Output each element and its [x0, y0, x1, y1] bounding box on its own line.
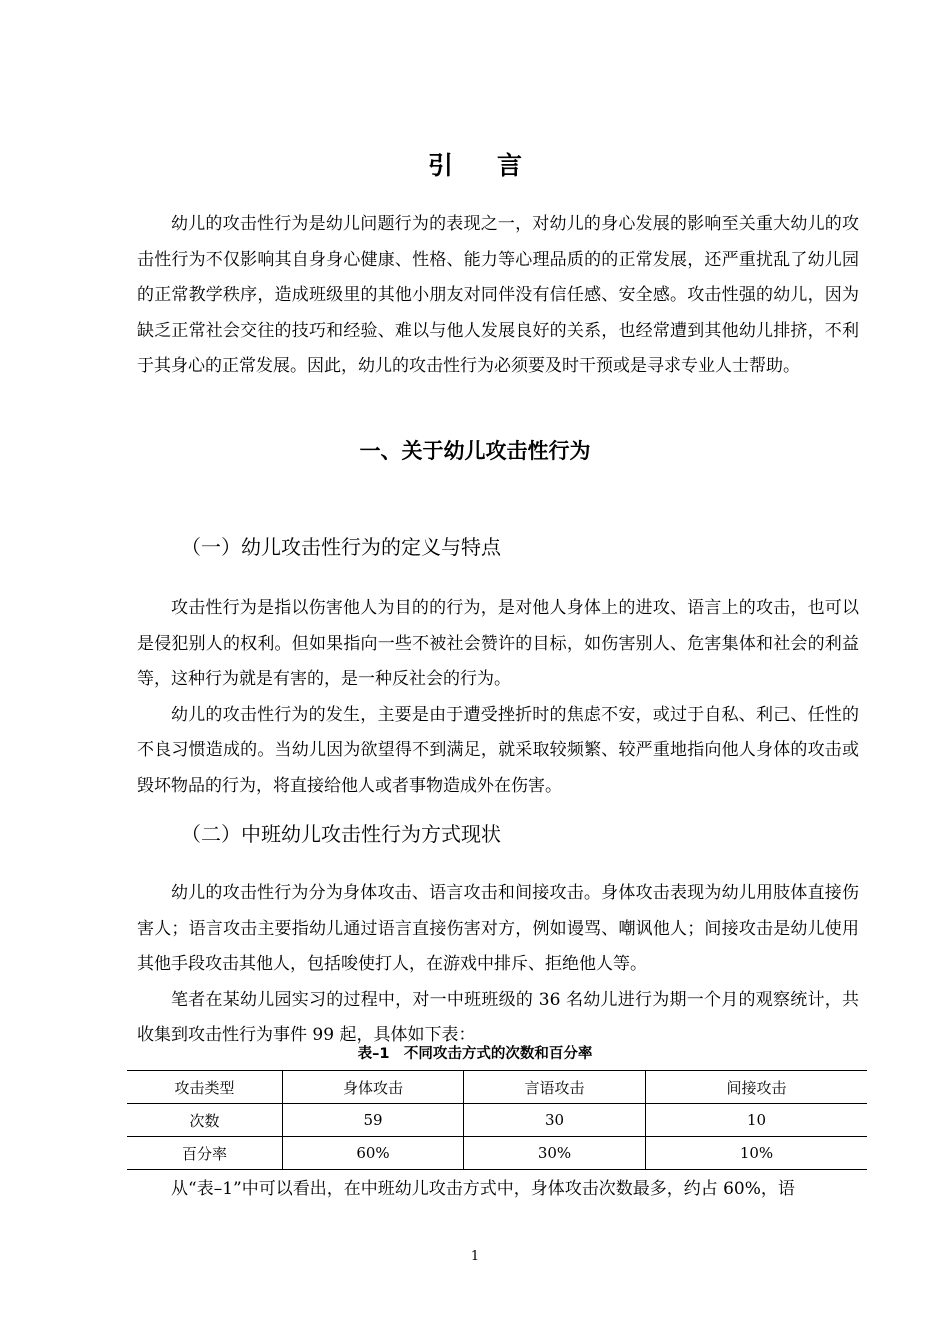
section-heading-1: 一、关于幼儿攻击性行为 [359, 439, 591, 463]
attack-type-table [127, 1070, 867, 1170]
paragraph: 幼儿的攻击性行为的发生，主要是由于遭受挫折时的焦虑不安，或过于自私、利己、任性的不良习惯造成的。当幼儿因为欲望得不到满足，就采取较频繁、较严重地指向他人身体的攻击或毁坏物品的行为，将直接给他人或者事物造成外在伤害。 [137, 704, 859, 796]
page-number: 1 [470, 1249, 480, 1264]
header-cell: 身体攻击 [283, 1071, 464, 1104]
page-title: 引言 [427, 151, 566, 180]
table-header-row [127, 1071, 867, 1104]
paragraph: 攻击性行为是指以伤害他人为目的的行为，是对他人身体上的进攻、语言上的攻击，也可以是侵犯别人的权利。但如果指向一些不被社会赞许的目标，如伤害别人、危害集体和社会的利益等，这种行为就是有害的，是一种反社会的行为。 [137, 598, 859, 689]
intro-paragraph: 幼儿的攻击性行为是幼儿问题行为的表现之一，对幼儿的身心发展的影响至关重大幼儿的攻击性行为不仅影响其自身身心健康、性格、能力等心理品质的的正常发展，还严重扰乱了幼儿园的正常教学秩序，造成班级里的其他小朋友对同伴没有信任感、安全感。攻击性强的幼儿，因为缺乏正常社会交往的技巧和经验、难以与他人发展良好的关系，也经常遭到其他幼儿排挤，不利于其身心的正常发展。因此，幼儿的攻击性行为必须要及时干预或是寻求专业人士帮助。 [137, 214, 859, 376]
header-cell: 攻击类型 [127, 1071, 283, 1104]
paragraph: 幼儿的攻击性行为分为身体攻击、语言攻击和间接攻击。身体攻击表现为幼儿用肢体直接伤害人；语言攻击主要指幼儿通过语言直接伤害对方，例如谩骂、嘲讽他人；间接攻击是幼儿使用其他手段攻击其他人，包括唆使打人，在游戏中排斥、拒绝他人等。 [137, 883, 859, 974]
table-caption: 表–1 不同攻击方式的次数和百分率 [357, 1046, 593, 1062]
table-cell: 10% [646, 1137, 868, 1170]
paragraph: 笔者在某幼儿园实习的过程中，对一中班班级的 36 名幼儿进行为期一个月的观察统计，共收集到攻击性行为事件 99 起，具体如下表： [137, 989, 859, 1045]
table-cell: 30% [464, 1137, 646, 1170]
subsection-heading-1: （一）幼儿攻击性行为的定义与特点 [181, 535, 501, 559]
table-cell: 60% [283, 1137, 464, 1170]
table-row [127, 1104, 867, 1137]
intro-section [137, 207, 859, 385]
table-cell: 百分率 [127, 1137, 283, 1170]
subsection-2-body [137, 876, 859, 1054]
header-cell: 言语攻击 [464, 1071, 646, 1104]
table-cell: 59 [283, 1104, 464, 1137]
after-table-section [137, 1172, 859, 1208]
table-cell: 30 [464, 1104, 646, 1137]
table-row [127, 1137, 867, 1170]
table-cell: 次数 [127, 1104, 283, 1137]
subsection-1-body [137, 591, 859, 804]
paragraph: 从“表–1”中可以看出，在中班幼儿攻击方式中，身体攻击次数最多，约占 60%，语 [171, 1179, 795, 1199]
table-cell: 10 [646, 1104, 868, 1137]
header-cell: 间接攻击 [646, 1071, 868, 1104]
subsection-heading-2: （二）中班幼儿攻击性行为方式现状 [181, 822, 501, 846]
